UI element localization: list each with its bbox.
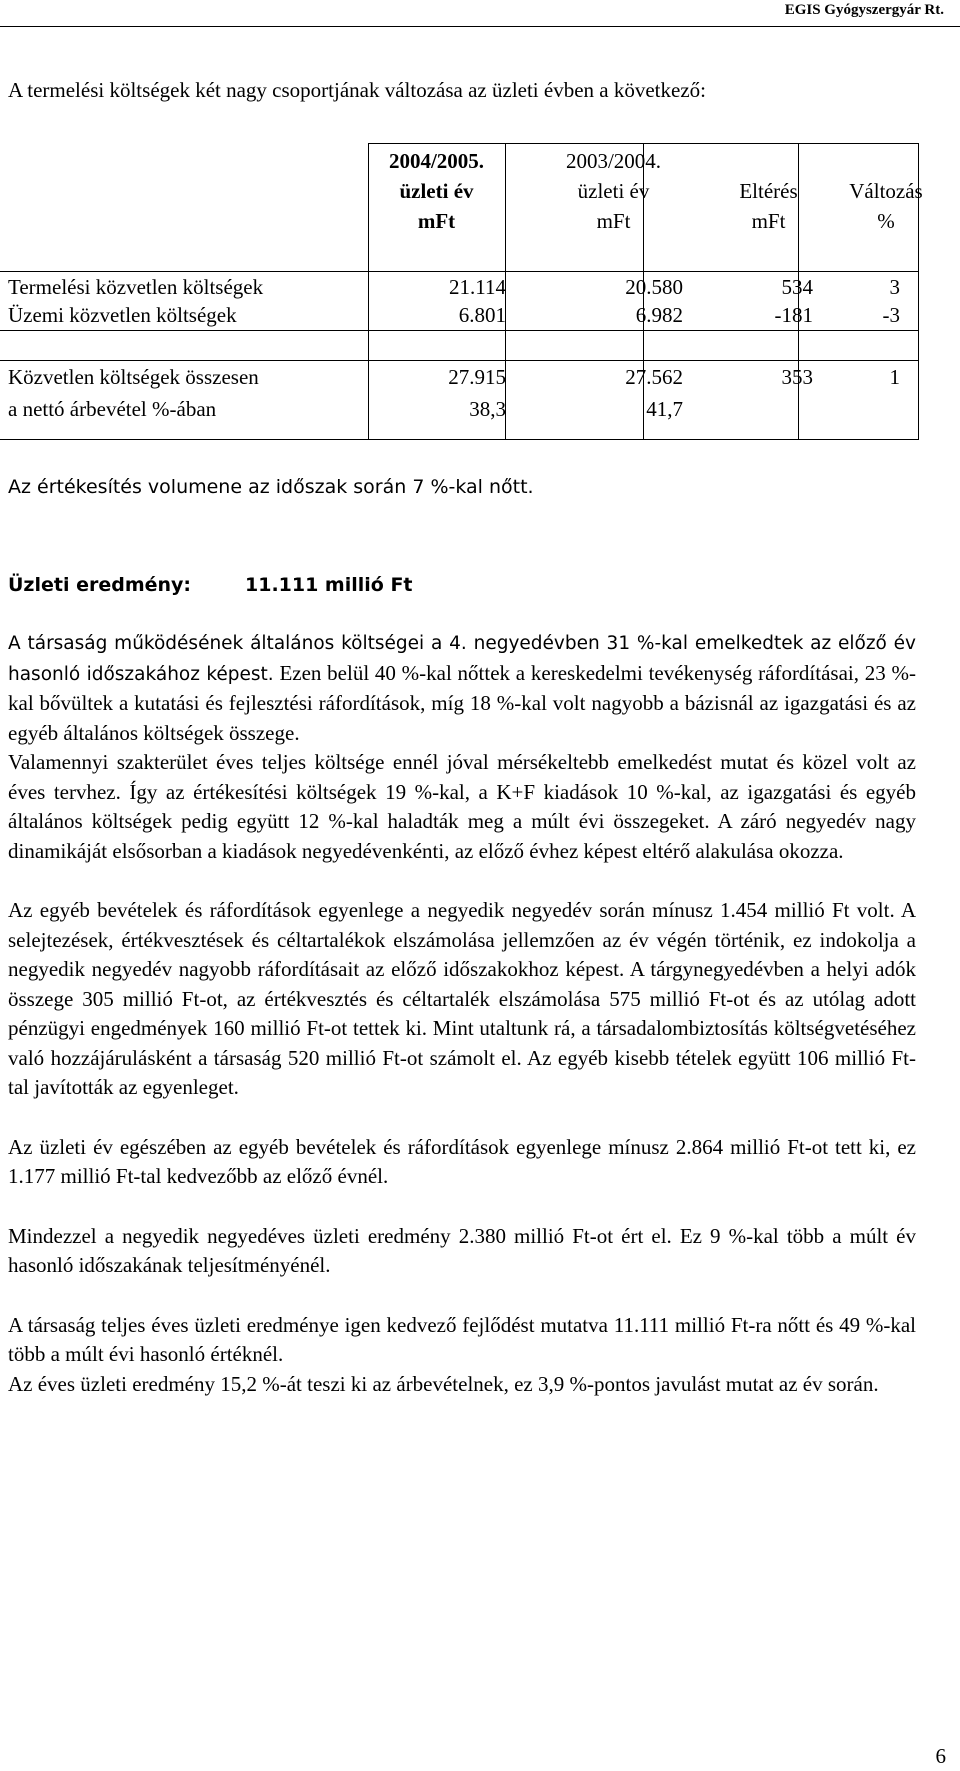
table-cell: 3 bbox=[889, 275, 900, 299]
paragraph bbox=[8, 628, 916, 748]
row-label: Termelési közvetlen költségek bbox=[8, 275, 264, 299]
result-label: Üzleti eredmény: bbox=[8, 574, 192, 596]
table-hline bbox=[0, 330, 919, 331]
cost-table bbox=[0, 143, 923, 440]
table-hline bbox=[0, 360, 919, 361]
intro-text: A termelési költségek két nagy csoportjának változása az üzleti évben a következő: bbox=[8, 78, 706, 102]
header-rule bbox=[0, 26, 960, 27]
header-company-name: EGIS Gyógyszergyár Rt. bbox=[784, 2, 944, 18]
table-cell: -181 bbox=[774, 303, 813, 327]
paragraph-serif-part: Ezen belül 40 %-kal nőttek a kereskedelmi tevékenység ráfordításai, 23 %-kal bővültek a kutatási és fejlesztési ráfordítások, míg 18 %-kal volt nagyobb a bázisnál az igazgatási és az egyéb általános költségek összege. bbox=[8, 660, 916, 745]
column-header: Eltérés mFt bbox=[739, 179, 798, 233]
paragraph: Az éves üzleti eredmény 15,2 %-át teszi ki az árbevételnek, ez 3,9 %-pontos javulást mutat az év során. bbox=[8, 1371, 879, 1396]
table-cell: 38,3 bbox=[469, 397, 506, 421]
table-cell: -3 bbox=[882, 303, 900, 327]
body-text bbox=[8, 628, 916, 1399]
page-number: 6 bbox=[935, 1744, 946, 1768]
table-cell: 353 bbox=[781, 365, 813, 389]
table-cell: 6.801 bbox=[458, 303, 506, 327]
paragraph: Az üzleti év egészében az egyéb bevételek és ráfordítások egyenlege mínusz 2.864 millió Ft-ot tett ki, ez 1.177 millió Ft-tal kedvezőbb az előző évnél. bbox=[8, 1134, 916, 1188]
row-label: a nettó árbevétel %-ában bbox=[8, 397, 217, 421]
table-cell: 27.915 bbox=[448, 365, 506, 389]
row-label: Üzemi közvetlen költségek bbox=[8, 303, 237, 327]
table-cell: 1 bbox=[889, 365, 900, 389]
paragraph: A társaság teljes éves üzleti eredménye igen kedvező fejlődést mutatva 11.111 millió Ft-ra nőtt és 49 %-kal több a múlt évi hasonló értéknél. bbox=[8, 1312, 916, 1366]
column-header: 2004/2005. üzleti év mFt bbox=[388, 149, 485, 233]
paragraph: Mindezzel a negyedik negyedéves üzleti eredmény 2.380 millió Ft-ot ért el. Ez 9 %-kal több a múlt év hasonló időszakának teljesítményénél. bbox=[8, 1223, 916, 1277]
row-label: Közvetlen költségek összesen bbox=[8, 365, 259, 389]
table-cell: 21.114 bbox=[449, 275, 506, 299]
table-cell: 534 bbox=[781, 275, 813, 299]
paragraph-sans-part: A társaság működésének általános költségei a 4. negyedévben 31 %-kal emelkedtek az előző év hasonló időszakához képest. bbox=[8, 633, 916, 685]
paragraph: Valamennyi szakterület éves teljes költsége ennél jóval mérsékeltebb emelkedést mutat és közel volt az éves tervhez. Így az értékesítési költségek 19 %-kal, a K+F kiadások 10 %-kal, az igazgatási és egyéb általános költségek pedig együtt 12 %-kal haladták meg a múlt évi összegeket. A záró negyedév nagy dinamikáját elsősorban a kiadások negyedévenkénti, az előző évhez képest eltérő alakulása okozza. bbox=[8, 750, 916, 863]
table-hline bbox=[368, 143, 919, 144]
column-header: Változás % bbox=[849, 179, 923, 233]
column-header: 2003/2004. üzleti év mFt bbox=[565, 149, 662, 233]
paragraph: Az egyéb bevételek és ráfordítások egyenlege a negyedik negyedév során mínusz 1.454 millió Ft volt. A selejtezések, értékvesztések és céltartalékok elszámolása jellemzően az év végén történik, ez indokolja a negyedik negyedév nagyobb ráfordításait az előző időszakokhoz képest. A tárgynegyedévben a helyi adók összege 305 millió Ft-ot, az értékvesztés és céltartalék elszámolása 575 millió Ft-ot és az utólag adott pénzügyi engedmények 160 millió Ft-ot tettek ki. Mint utaltunk rá, a társadalombiztosítás költségvetéséhez való hozzájárulásként a társaság 520 millió Ft-ot számolt el. Az egyéb kisebb tételek együtt 106 millió Ft-tal javították az egyenleget. bbox=[8, 898, 916, 1099]
result-value: 11.111 millió Ft bbox=[245, 574, 413, 596]
table-cell: 27.562 bbox=[625, 365, 683, 389]
table-cell: 41,7 bbox=[646, 397, 683, 421]
table-cell: 20.580 bbox=[625, 275, 683, 299]
table-hline bbox=[0, 439, 919, 440]
table-cell: 6.982 bbox=[635, 303, 683, 327]
volume-text: Az értékesítés volumene az időszak során 7 %-kal nőtt. bbox=[8, 476, 534, 498]
